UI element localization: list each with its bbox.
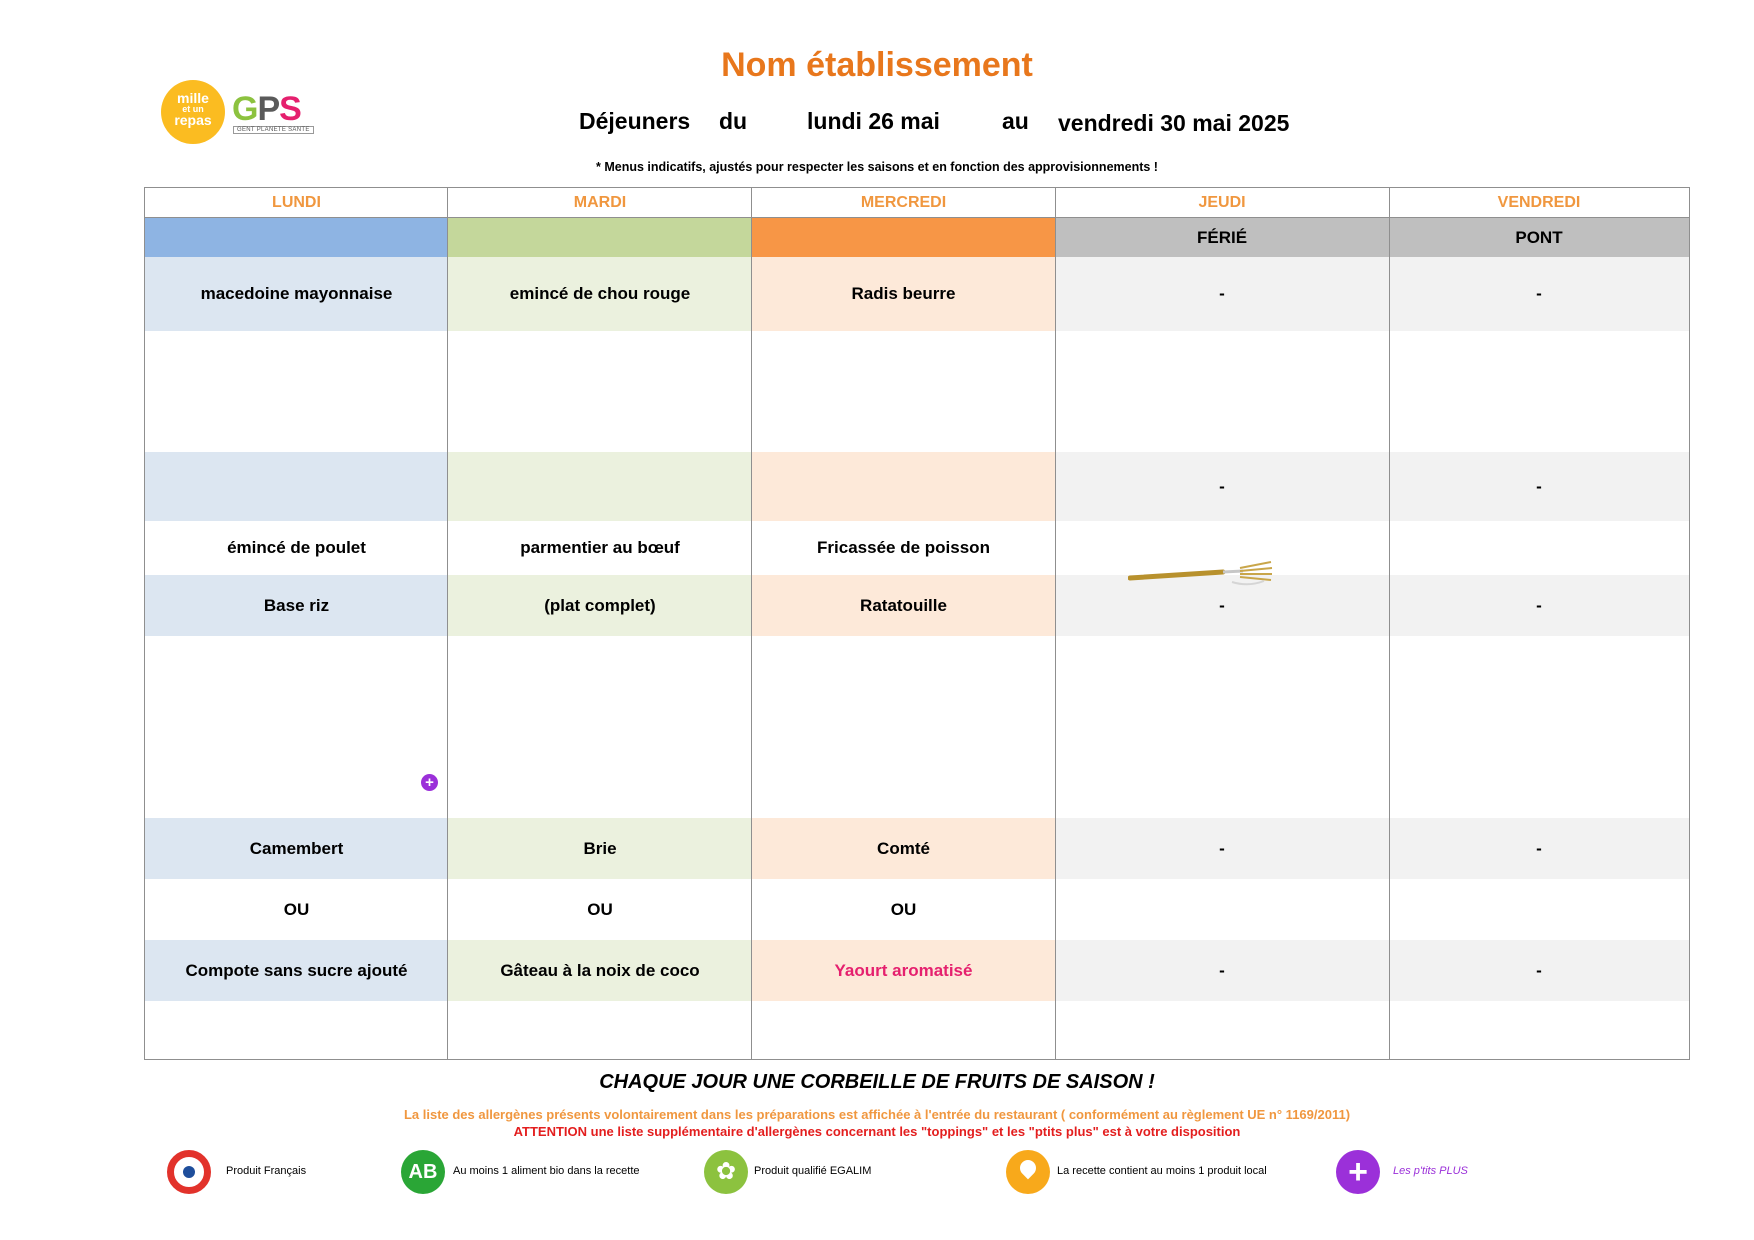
legend-label-ptits-plus: Les p'tits PLUS: [1393, 1165, 1468, 1177]
gps-letter-p: P: [257, 90, 280, 128]
mardi-band-2: [448, 452, 752, 521]
meal-label: Déjeuners: [579, 108, 691, 134]
mercredi-color-band: [752, 218, 1055, 257]
local-product-icon: [1006, 1150, 1050, 1194]
lundi-color-band: [145, 218, 448, 257]
legend-label-french: Produit Français: [226, 1165, 307, 1177]
gps-logo: [232, 90, 301, 129]
allergens-note: La liste des allergènes présents volontairement dans les préparations est affichée à l'entrée du restaurant ( conformément au règlement UE n° 1169/2011): [403, 1107, 1351, 1122]
mardi-color-band: [448, 218, 752, 257]
plat-mardi: parmentier au bœuf: [520, 538, 680, 557]
entree-mardi: emincé de chou rouge: [509, 284, 691, 303]
second-jeudi: -: [1219, 476, 1225, 496]
lundi-band-2: [145, 452, 448, 521]
fromage-jeudi: -: [1219, 838, 1225, 858]
start-date: lundi 26 mai: [807, 108, 940, 134]
status-vendredi: PONT: [1515, 227, 1563, 247]
attention-note: ATTENTION une liste supplémentaire d'allergènes concernant les "toppings" et les "ptits plus" est à votre disposition: [513, 1124, 1241, 1139]
from-word: du: [719, 108, 748, 134]
ou-mercredi: OU: [890, 899, 917, 919]
day-header-mardi: MARDI: [573, 193, 627, 211]
dessert-mardi: Gâteau à la noix de coco: [500, 960, 700, 980]
accompagnement-lundi: Base riz: [263, 595, 330, 615]
plat-mercredi: Fricassée de poisson: [817, 538, 990, 557]
entree-lundi: macedoine mayonnaise: [200, 284, 393, 303]
day-header-mercredi: MERCREDI: [860, 193, 947, 211]
ou-lundi: OU: [283, 899, 310, 919]
end-date: vendredi 30 mai 2025: [1058, 110, 1290, 136]
french-product-icon: [167, 1150, 211, 1194]
accompagnement-jeudi: -: [1219, 595, 1225, 615]
organic-ab-icon: AB: [401, 1150, 445, 1194]
page-title: Nom établissement: [721, 46, 1033, 84]
entree-mercredi: Radis beurre: [851, 284, 956, 303]
dessert-vendredi: -: [1536, 960, 1542, 980]
accompagnement-mardi: (plat complet): [544, 595, 656, 615]
egalim-icon: ✿: [704, 1150, 748, 1194]
fruits-banner: CHAQUE JOUR UNE CORBEILLE DE FRUITS DE SAISON !: [599, 1071, 1155, 1093]
fork-icon: [1128, 560, 1273, 592]
to-word: au: [1002, 108, 1029, 134]
legend-label-egalim: Produit qualifié EGALIM: [754, 1165, 872, 1177]
ou-mardi: OU: [587, 899, 613, 919]
day-header-vendredi: VENDREDI: [1497, 193, 1581, 211]
mercredi-band-2: [752, 452, 1055, 521]
dessert-mercredi: Yaourt aromatisé: [834, 960, 973, 980]
day-header-lundi: LUNDI: [272, 193, 321, 211]
menu-note: * Menus indicatifs, ajustés pour respecter les saisons et en fonction des approvisionnements !: [596, 160, 1158, 174]
gps-letter-g: G: [232, 90, 258, 128]
second-vendredi: -: [1536, 476, 1542, 496]
ptits-plus-marker-icon: +: [421, 774, 438, 791]
fromage-mardi: Brie: [583, 838, 617, 858]
legend-label-organic: Au moins 1 aliment bio dans la recette: [453, 1165, 640, 1177]
status-jeudi: FÉRIÉ: [1196, 227, 1248, 247]
accompagnement-mercredi: Ratatouille: [860, 595, 947, 615]
entree-jeudi: -: [1219, 284, 1225, 303]
ptits-plus-icon: +: [1336, 1150, 1380, 1194]
logo-word-3: repas: [174, 112, 212, 128]
dessert-lundi: Compote sans sucre ajouté: [185, 960, 408, 980]
plat-lundi: émincé de poulet: [227, 538, 366, 557]
logo-word-1: mille: [177, 90, 209, 106]
fromage-mercredi: Comté: [877, 838, 930, 858]
legend-label-local: La recette contient au moins 1 produit local: [1057, 1165, 1267, 1177]
fromage-vendredi: -: [1536, 838, 1542, 858]
fromage-lundi: Camembert: [249, 838, 344, 858]
gps-logo-subtitle: GENT PLANETE SANTE: [233, 126, 314, 134]
gps-letter-s: S: [279, 90, 301, 128]
mille-et-un-repas-logo: [161, 80, 225, 144]
accompagnement-vendredi: -: [1536, 595, 1542, 615]
day-header-jeudi: JEUDI: [1198, 193, 1246, 211]
dessert-jeudi: -: [1219, 960, 1225, 980]
logo-word-2: et un: [182, 104, 204, 114]
entree-vendredi: -: [1536, 284, 1542, 303]
